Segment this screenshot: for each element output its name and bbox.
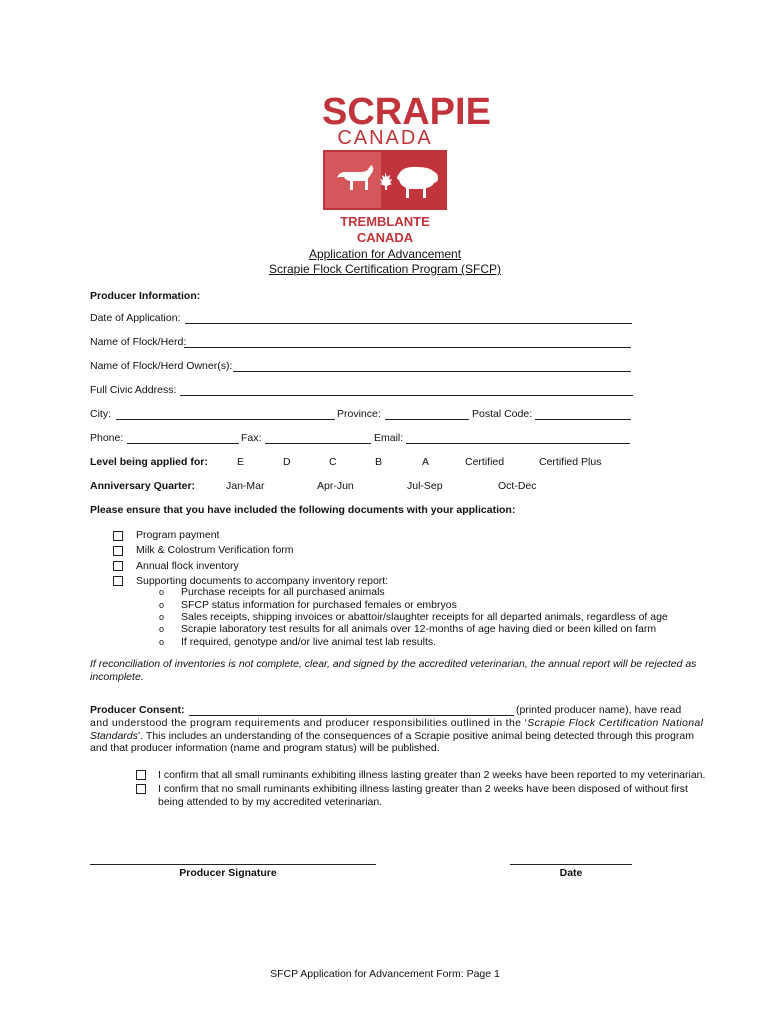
printed-producer-name-field[interactable] xyxy=(189,715,514,716)
consent-after-line: (printed producer name), have read xyxy=(516,704,682,716)
flock-name-label: Name of Flock/Herd: xyxy=(90,336,187,348)
anniversary-label: Anniversary Quarter: xyxy=(90,480,196,492)
phone-label: Phone: xyxy=(90,432,124,444)
checkbox-annual-inventory[interactable] xyxy=(113,561,123,571)
city-label: City: xyxy=(90,408,111,420)
date-signature-label: Date xyxy=(559,867,583,879)
level-label: Level being applied for: xyxy=(90,456,208,468)
checkbox-milk-colostrum[interactable] xyxy=(113,546,123,556)
warning-line-2: incomplete. xyxy=(90,671,144,683)
province-field[interactable] xyxy=(385,419,469,420)
logo-title: SCRAPIE xyxy=(322,91,491,133)
confirm-not-disposed-text: I confirm that no small ruminants exhibiting illness lasting greater than 2 weeks have been disposed of without first xyxy=(158,783,688,795)
page-footer: SFCP Application for Advancement Form: Page 1 xyxy=(270,968,500,980)
postal-code-field[interactable] xyxy=(535,419,631,420)
producer-signature-line[interactable] xyxy=(90,864,376,865)
logo-subtitle: CANADA xyxy=(337,127,433,149)
level-option-d[interactable]: D xyxy=(283,456,291,468)
form-title: Application for Advancement xyxy=(308,247,462,261)
level-option-c[interactable]: C xyxy=(329,456,337,468)
consent-text-line-4: and that producer information (name and program status) will be published. xyxy=(90,742,440,754)
quarter-option-oct-dec[interactable]: Oct-Dec xyxy=(498,480,537,492)
doc-subitem: SFCP status information for purchased females or embryos xyxy=(181,599,457,611)
checkbox-program-payment[interactable] xyxy=(113,531,123,541)
checkbox-confirm-not-disposed[interactable] xyxy=(136,784,146,794)
doc-item-label: Supporting documents to accompany inventory report: xyxy=(136,575,389,587)
email-field[interactable] xyxy=(406,443,630,444)
level-option-e[interactable]: E xyxy=(237,456,245,468)
level-option-certified[interactable]: Certified xyxy=(465,456,505,468)
doc-subitem: If required, genotype and/or live animal test lab results. xyxy=(181,636,437,648)
date-of-application-field[interactable] xyxy=(185,323,632,324)
phone-field[interactable] xyxy=(127,443,239,444)
email-label: Email: xyxy=(374,432,404,444)
checkbox-confirm-reported[interactable] xyxy=(136,770,146,780)
producer-signature-label: Producer Signature xyxy=(179,867,277,879)
consent-text-line-3: Standards’. This includes an understanding of the consequences of a Scrapie positive animal being detected through this program xyxy=(90,730,694,742)
bullet-icon: o xyxy=(159,624,165,634)
logo-emblem-icon xyxy=(323,150,447,210)
bullet-icon: o xyxy=(159,612,165,622)
checkbox-supporting-docs[interactable] xyxy=(113,576,123,586)
province-label: Province: xyxy=(337,408,381,420)
postal-code-label: Postal Code: xyxy=(472,408,533,420)
city-field[interactable] xyxy=(116,419,335,420)
civic-address-label: Full Civic Address: xyxy=(90,384,177,396)
consent-label: Producer Consent: xyxy=(90,704,185,716)
fax-field[interactable] xyxy=(265,443,371,444)
level-option-b[interactable]: B xyxy=(375,456,383,468)
form-subtitle: Scrapie Flock Certification Program (SFCP) xyxy=(268,262,502,276)
doc-item-label: Program payment xyxy=(136,529,220,541)
date-signature-line[interactable] xyxy=(510,864,632,865)
owner-name-label: Name of Flock/Herd Owner(s): xyxy=(90,360,233,372)
confirm-not-disposed-text-cont: being attended to by my accredited veterinarian. xyxy=(158,796,383,808)
confirm-reported-text: I confirm that all small ruminants exhibiting illness lasting greater than 2 weeks have been reported to my veterinarian. xyxy=(158,769,706,781)
fax-label: Fax: xyxy=(241,432,262,444)
bullet-icon: o xyxy=(159,600,165,610)
consent-text-line-2: and understood the program requirements and producer responsibilities outlined in the ‘Scrapie Flock Certification National xyxy=(90,717,704,729)
producer-info-heading: Producer Information: xyxy=(90,290,201,302)
flock-name-field[interactable] xyxy=(184,347,631,348)
doc-item-label: Annual flock inventory xyxy=(136,560,239,572)
doc-subitem: Scrapie laboratory test results for all animals over 12-months of age having died or been killed on farm xyxy=(181,623,657,635)
quarter-option-apr-jun[interactable]: Apr-Jun xyxy=(317,480,354,492)
quarter-option-jul-sep[interactable]: Jul-Sep xyxy=(407,480,443,492)
logo-tagline: TREMBLANTE CANADA xyxy=(340,214,430,245)
doc-subitem: Sales receipts, shipping invoices or abattoir/slaughter receipts for all departed animals, regardless of age xyxy=(181,611,668,623)
warning-line-1: If reconciliation of inventories is not complete, clear, and signed by the accredited veterinarian, the annual report will be rejected as xyxy=(90,658,697,670)
doc-subitem: Purchase receipts for all purchased animals xyxy=(181,586,385,598)
bullet-icon: o xyxy=(159,637,165,647)
owner-name-field[interactable] xyxy=(233,371,631,372)
civic-address-field[interactable] xyxy=(180,395,633,396)
level-option-certified-plus[interactable]: Certified Plus xyxy=(539,456,602,468)
doc-item-label: Milk & Colostrum Verification form xyxy=(136,544,294,556)
date-of-application-label: Date of Application: xyxy=(90,312,181,324)
documents-heading: Please ensure that you have included the following documents with your application: xyxy=(90,504,516,516)
level-option-a[interactable]: A xyxy=(422,456,430,468)
bullet-icon: o xyxy=(159,587,165,597)
quarter-option-jan-mar[interactable]: Jan-Mar xyxy=(226,480,265,492)
